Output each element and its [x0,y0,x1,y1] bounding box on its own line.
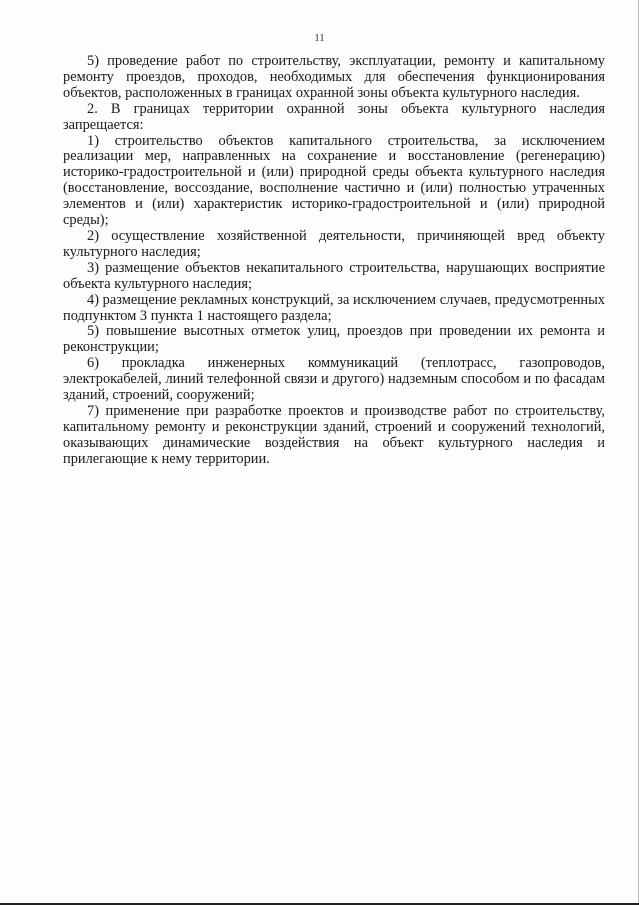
page-number: 11 [314,32,325,44]
paragraph-item-2-economic-activity: 2) осуществление хозяйственной деятельности, причиняющей вред объекту культурного наследия; [63,227,605,260]
paragraph-item-5-street-elevation: 5) повышение высотных отметок улиц, проездов при проведении их ремонта и реконструкции; [63,323,605,356]
paragraph-item-6-utilities: 6) прокладка инженерных коммуникаций (теплотрасс, газопроводов, электрокабелей, линий телефонной связи и другого) надземным способом и по фасадам зданий, строений, сооружений; [63,355,605,404]
paragraph-item-1-construction: 1) строительство объектов капитального строительства, за исключением реализации мер, направленных на сохранение и восстановление (регенерацию) историко-градостроительной и (или) природной среды объекта культурного наследия (восстановление, воссоздание, восполнение частично и (или) полностью утраченных элементов и (или) характеристик историко-градостроительной и (или) природной среды); [63,132,605,229]
paragraph-item-7-technologies: 7) применение при разработке проектов и производстве работ по строительству, капитальному ремонту и реконструкции зданий, строений и сооружений технологий, оказывающих динамические воздействия на объект культурного наследия и прилегающие к нему территории. [63,402,605,467]
paragraph-item-3-non-capital-objects: 3) размещение объектов некапитального строительства, нарушающих восприятие объекта культурного наследия; [63,259,605,292]
document-body [63,54,605,468]
paragraph-prohibitions-heading: 2. В границах территории охранной зоны объекта культурного наследия запрещается: [63,100,605,133]
paragraph-item-5-works: 5) проведение работ по строительству, эксплуатации, ремонту и капитальному ремонту проездов, проходов, необходимых для обеспечения функционирования объектов, расположенных в границах охранной зоны объекта культурного наследия. [63,53,605,101]
paragraph-item-4-advertising: 4) размещение рекламных конструкций, за исключением случаев, предусмотренных подпунктом 3 пункта 1 настоящего раздела; [63,291,605,324]
